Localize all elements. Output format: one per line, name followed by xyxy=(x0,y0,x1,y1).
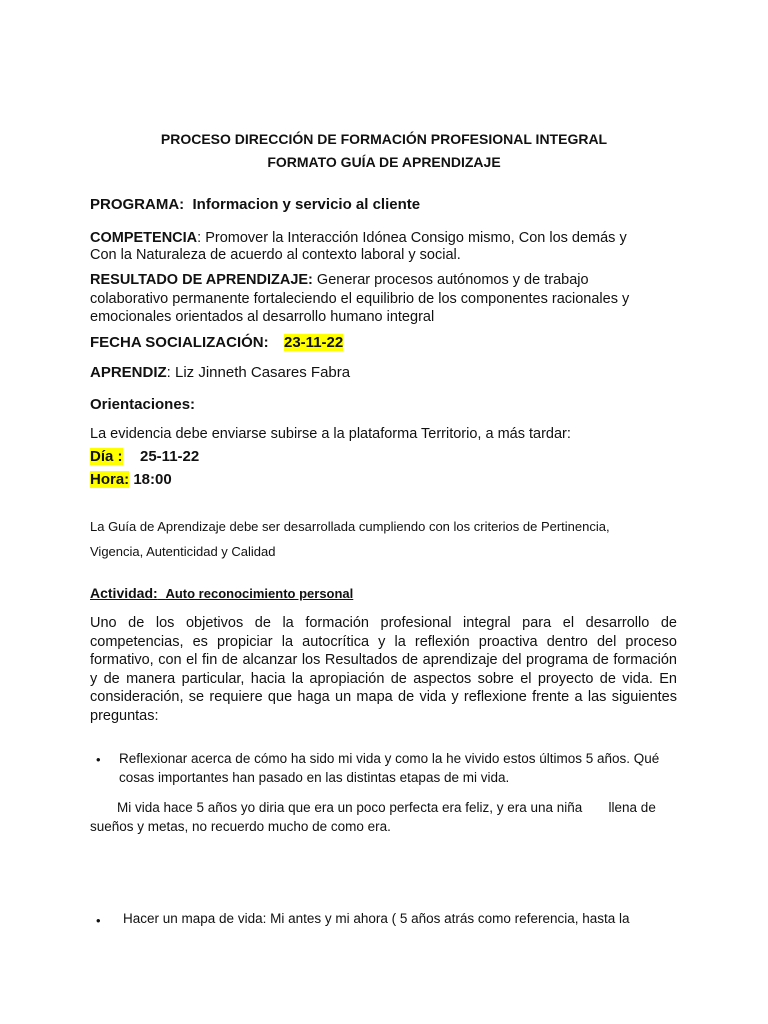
fecha-line xyxy=(90,334,269,351)
resultado-line-3: emocionales orientados al desarrollo humano integral xyxy=(90,309,435,325)
header-line-2: FORMATO GUÍA DE APRENDIZAJE xyxy=(267,154,501,170)
programa-label: PROGRAMA: xyxy=(90,196,185,213)
header-line-1: PROCESO DIRECCIÓN DE FORMACIÓN PROFESIONAL INTEGRAL xyxy=(160,131,608,147)
guia-line-2: Vigencia, Autenticidad y Calidad xyxy=(90,544,276,559)
actividad-label: Actividad: xyxy=(90,585,158,601)
fecha-label: FECHA SOCIALIZACIÓN xyxy=(90,334,264,351)
programa-line xyxy=(90,196,420,213)
fecha-value xyxy=(284,334,343,351)
dia-label xyxy=(90,448,123,465)
hora-value: 18:00 xyxy=(133,471,172,488)
answer-line-1: Mi vida hace 5 años yo diria que era un poco perfecta era feliz, y era una niña llena de xyxy=(117,800,656,815)
competencia-line-2: Con la Naturaleza de acuerdo al contexto laboral y social. xyxy=(90,247,461,263)
bullet-icon-2: • xyxy=(96,913,101,928)
competencia-label: COMPETENCIA xyxy=(90,230,198,246)
actividad-heading xyxy=(90,585,353,601)
competencia-line-1 xyxy=(90,230,627,246)
aprendiz-value: : Liz Jinneth Casares Fabra xyxy=(166,364,351,381)
answer-line-2: sueños y metas, no recuerdo mucho de como era. xyxy=(90,819,391,834)
fecha-sep: : xyxy=(263,334,269,351)
bullet-1-line-1: Reflexionar acerca de cómo ha sido mi vida y como la he vivido estos últimos 5 años. Qué xyxy=(119,751,660,766)
bullet-2-line-1: Hacer un mapa de vida: Mi antes y mi ahora ( 5 años atrás como referencia, hasta la xyxy=(123,911,630,926)
competencia-text-1: : Promover la Interacción Idónea Consigo mismo, Con los demás y xyxy=(197,230,627,246)
dia-label-text: Día : xyxy=(90,448,123,465)
hora-line xyxy=(90,471,172,488)
hora-label: Hora: xyxy=(90,471,130,488)
resultado-line-2: colaborativo permanente fortaleciendo el equilibrio de los componentes racionales y xyxy=(90,291,630,307)
guia-line-1: La Guía de Aprendizaje debe ser desarrollada cumpliendo con los criterios de Pertinencia, xyxy=(90,519,610,534)
resultado-line-1 xyxy=(90,272,589,288)
resultado-label: RESULTADO DE APRENDIZAJE: xyxy=(90,272,313,288)
orientaciones-title: Orientaciones: xyxy=(90,396,196,413)
actividad-paragraph: Uno de los objetivos de la formación profesional integral para el desarrollo de competencias, es propiciar la autocrítica y la reflexión proactiva dentro del proceso formativo, con el fin de alcanzar los Resultados de aprendizaje del programa de formación y de manera particular, hacia la apropiación de aspectos sobre el proyecto de vida. En consideración, se requiere que haga un mapa de vida y reflexione frente a las siguientes preguntas: xyxy=(90,615,677,724)
dia-value: 25-11-22 xyxy=(140,448,200,465)
aprendiz-line xyxy=(90,364,350,381)
fecha-date: 23-11-22 xyxy=(284,334,344,351)
actividad-value: Auto reconocimiento personal xyxy=(165,586,354,601)
resultado-text-1: Generar procesos autónomos y de trabajo xyxy=(312,272,589,288)
programa-value: Informacion y servicio al cliente xyxy=(192,196,421,213)
bullet-1-line-2: cosas importantes han pasado en las distintas etapas de mi vida. xyxy=(119,770,510,785)
orientaciones-text: La evidencia debe enviarse subirse a la plataforma Territorio, a más tardar: xyxy=(90,426,571,442)
aprendiz-label: APRENDIZ xyxy=(90,364,167,381)
bullet-icon-1: • xyxy=(96,752,101,767)
